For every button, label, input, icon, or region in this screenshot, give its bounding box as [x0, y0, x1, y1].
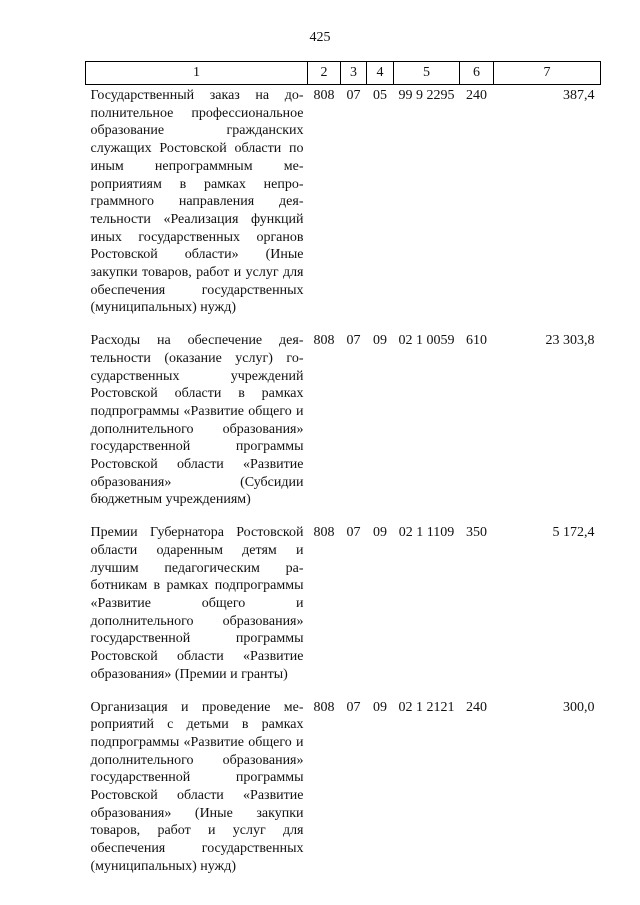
row-section-code: 07 [346, 333, 361, 349]
row-description: Организация и проведение мероприятий с детьми в рамках подпрограммы «Развитие общего и дополнительного образования» государственной программы Ростовской области «Развитие образования» (Иные закупки товаров, работ и услуг для обеспечения государственных (муниципальных) нужд) [90, 699, 304, 874]
row-subsection-code: 05 [373, 88, 387, 103]
row-expense-type: 350 [466, 525, 487, 541]
row-amount: 387,4 [563, 88, 595, 103]
header-col-2: 2 [308, 62, 341, 85]
row-description: Расходы на обеспечение деятельности (оказание услуг) государственных учреждений Ростовской области в рамках подпрограммы «Развитие общего и дополнительного образования» государственной программы Ростовской области «Развитие образования» (Субсидии бюджетным учреждениям) [90, 333, 304, 508]
row-description: Премии Губернатора Ростовской области одаренным детям и лучшим педагогическим работникам в рамках подпрограммы «Развитие общего и дополнительного образования» государственной программы Ростовской области «Развитие образования» (Премии и гранты) [90, 525, 304, 682]
row-expense-type: 240 [466, 88, 487, 103]
page-number: 425 [309, 30, 331, 45]
table-row [86, 522, 601, 696]
row-ministry-code: 808 [313, 333, 335, 349]
row-ministry-code: 808 [313, 88, 335, 103]
row-expense-type: 610 [466, 333, 487, 349]
row-target-article: 02 1 2121 [398, 699, 455, 715]
header-col-3: 3 [341, 62, 367, 85]
row-subsection-code: 09 [373, 333, 387, 349]
header-col-5: 5 [394, 62, 460, 85]
row-expense-type: 240 [466, 699, 487, 715]
row-target-article: 99 9 2295 [398, 88, 455, 103]
row-target-article: 02 1 1109 [398, 525, 455, 541]
row-ministry-code: 808 [313, 525, 335, 541]
row-ministry-code: 808 [313, 699, 335, 715]
row-target-article: 02 1 0059 [398, 333, 455, 349]
table-header-row [86, 62, 601, 85]
row-section-code: 07 [346, 525, 361, 541]
header-col-6: 6 [460, 62, 494, 85]
row-subsection-code: 09 [373, 699, 387, 715]
row-subsection-code: 09 [373, 525, 387, 541]
budget-table [85, 61, 601, 889]
row-amount: 5 172,4 [552, 525, 595, 541]
header-col-1: 1 [86, 62, 308, 85]
row-description: Государственный заказ на дополнительное профессиональное образование гражданских служащих Ростовской области по иным непрограммным мероприятиям в рамках непрограммного направления деятельности «Реализация функций иных государственных органов Ростовской области» (Иные закупки товаров, работ и услуг для обеспечения государственных (муниципальных) нужд) [90, 88, 304, 316]
row-amount: 300,0 [563, 699, 595, 715]
header-col-4: 4 [367, 62, 394, 85]
table-row [86, 330, 601, 522]
row-amount: 23 303,8 [545, 333, 595, 349]
row-section-code: 07 [346, 699, 361, 715]
table-row [86, 697, 601, 889]
row-section-code: 07 [346, 88, 361, 103]
table-row [86, 85, 601, 331]
header-col-7: 7 [494, 62, 601, 85]
